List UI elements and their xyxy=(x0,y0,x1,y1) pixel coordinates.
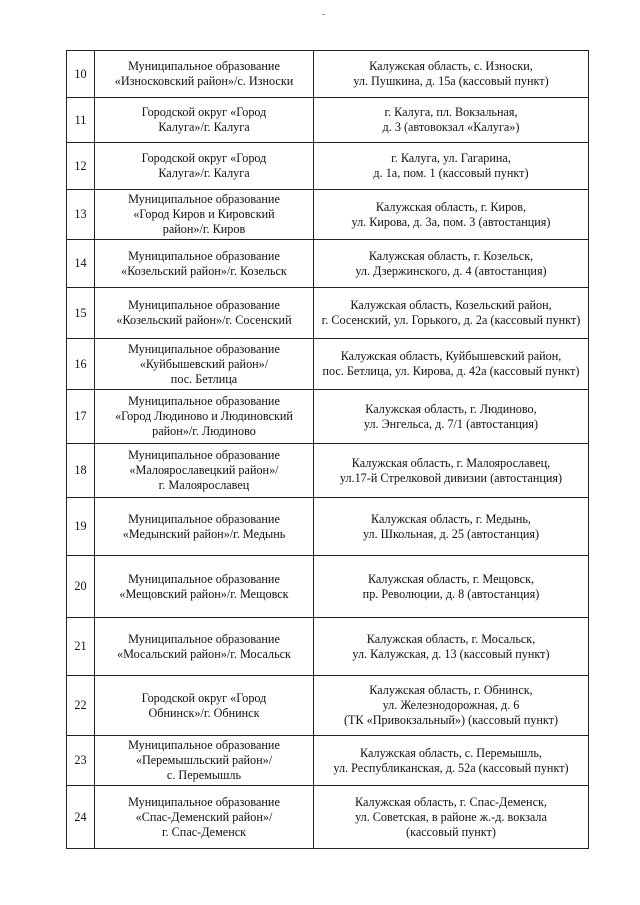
municipality-line: Городской округ «Город xyxy=(141,690,267,705)
municipality-line: Калуга»/г. Калуга xyxy=(158,120,250,134)
municipality-line: Муниципальное образование xyxy=(128,631,280,646)
municipality-line: «Город Киров и Кировский xyxy=(133,207,275,221)
address-line: ул.17-й Стрелковой дивизии (автостанция) xyxy=(339,470,563,485)
address-line: Калужская область, г. Медынь, xyxy=(371,511,531,526)
table-body xyxy=(67,51,589,849)
address-line: Калужская область, Куйбышевский район, xyxy=(340,349,562,363)
table-row xyxy=(67,288,589,339)
address-line: г. Сосенский, ул. Горького, д. 2а (кассовый пункт) xyxy=(321,313,581,327)
municipality-cell xyxy=(95,51,314,98)
row-number: 15 xyxy=(67,288,95,339)
municipality-cell xyxy=(95,676,314,736)
table-row xyxy=(67,444,589,498)
address-line: (ТК «Привокзальный») (кассовый пункт) xyxy=(343,713,559,727)
address-line: ул. Дзержинского, д. 4 (автостанция) xyxy=(355,263,547,278)
address-line: ул. Советская, в районе ж.-д. вокзала xyxy=(355,809,547,824)
table-row xyxy=(67,339,589,390)
address-line: Калужская область, г. Людиново, xyxy=(365,401,537,416)
table-row xyxy=(67,98,589,143)
address-line: ул. Пушкина, д. 15а (кассовый пункт) xyxy=(353,74,549,88)
row-number: 21 xyxy=(67,618,95,676)
municipality-line: район»/г. Киров xyxy=(162,222,246,236)
address-line: ул. Железнодорожная, д. 6 xyxy=(382,698,520,712)
table-row xyxy=(67,786,589,849)
row-number: 10 xyxy=(67,51,95,98)
municipality-line: Муниципальное образование xyxy=(128,448,280,462)
row-number: 11 xyxy=(67,98,95,143)
municipality-cell xyxy=(95,736,314,786)
municipality-line: «Мосальский район»/г. Мосальск xyxy=(117,646,291,661)
address-line: г. Калуга, ул. Гагарина, xyxy=(391,151,511,165)
address-line: ул. Республиканская, д. 52а (кассовый пункт) xyxy=(333,760,569,775)
address-cell xyxy=(314,143,589,190)
address-line: пос. Бетлица, ул. Кирова, д. 42а (кассовый пункт) xyxy=(322,364,580,378)
address-line: ул. Калужская, д. 13 (кассовый пункт) xyxy=(352,646,550,661)
table-row xyxy=(67,736,589,786)
row-number: 19 xyxy=(67,498,95,556)
municipality-cell xyxy=(95,190,314,240)
address-cell xyxy=(314,676,589,736)
address-cell xyxy=(314,444,589,498)
address-line: Калужская область, Козельский район, xyxy=(350,298,552,312)
address-line: Калужская область, г. Спас-Деменск, xyxy=(355,794,547,809)
table-row xyxy=(67,143,589,190)
address-line: д. 3 (автовокзал «Калуга») xyxy=(382,120,520,134)
address-line: Калужская область, г. Киров, xyxy=(375,199,527,214)
address-cell xyxy=(314,390,589,444)
municipality-line: Муниципальное образование xyxy=(128,738,280,752)
municipality-line: с. Перемышль xyxy=(166,768,242,782)
municipality-line: г. Спас-Деменск xyxy=(161,824,247,839)
municipality-line: Калуга»/г. Калуга xyxy=(158,166,250,180)
municipality-line: «Мещовский район»/г. Мещовск xyxy=(119,586,289,601)
municipality-cell xyxy=(95,288,314,339)
municipality-cell xyxy=(95,556,314,618)
municipality-line: «Козельский район»/г. Козельск xyxy=(121,263,287,278)
municipality-cell xyxy=(95,98,314,143)
municipality-cell xyxy=(95,444,314,498)
municipality-cell xyxy=(95,143,314,190)
address-cell xyxy=(314,786,589,849)
municipality-cell xyxy=(95,390,314,444)
address-cell xyxy=(314,288,589,339)
table-row xyxy=(67,676,589,736)
municipality-line: «Город Людиново и Людиновский xyxy=(115,409,293,423)
municipality-line: «Спас-Деменский район»/ xyxy=(135,809,273,824)
row-number: 18 xyxy=(67,444,95,498)
address-cell xyxy=(314,736,589,786)
municipality-line: Обнинск»/г. Обнинск xyxy=(148,705,260,720)
municipality-cell xyxy=(95,786,314,849)
table-row xyxy=(67,498,589,556)
municipality-line: Муниципальное образование xyxy=(128,298,280,312)
address-cell xyxy=(314,51,589,98)
page-top-mark xyxy=(322,14,325,15)
municipality-line: Городской округ «Город xyxy=(141,151,267,165)
row-number: 20 xyxy=(67,556,95,618)
address-line: Калужская область, с. Перемышль, xyxy=(360,745,542,760)
row-number: 13 xyxy=(67,190,95,240)
address-line: Калужская область, г. Обнинск, xyxy=(369,683,533,697)
address-line: Калужская область, с. Износки, xyxy=(369,59,533,73)
table-row xyxy=(67,240,589,288)
municipality-line: «Перемышльский район»/ xyxy=(135,753,273,767)
address-line: ул. Школьная, д. 25 (автостанция) xyxy=(362,526,540,541)
address-line: д. 1а, пом. 1 (кассовый пункт) xyxy=(373,166,529,180)
address-cell xyxy=(314,339,589,390)
address-line: Калужская область, г. Мосальск, xyxy=(366,631,536,646)
municipality-line: Городской округ «Город xyxy=(141,105,267,119)
municipality-cell xyxy=(95,498,314,556)
locations-table xyxy=(66,50,589,849)
municipality-line: г. Малоярославец xyxy=(158,478,250,492)
address-line: Калужская область, г. Малоярославец, xyxy=(351,455,551,470)
address-line: г. Калуга, пл. Вокзальная, xyxy=(384,105,518,119)
municipality-line: Муниципальное образование xyxy=(128,248,280,263)
row-number: 23 xyxy=(67,736,95,786)
address-line: ул. Энгельса, д. 7/1 (автостанция) xyxy=(363,416,539,431)
address-cell xyxy=(314,240,589,288)
row-number: 14 xyxy=(67,240,95,288)
municipality-line: Муниципальное образование xyxy=(128,394,280,408)
municipality-line: Муниципальное образование xyxy=(128,192,280,206)
address-cell xyxy=(314,190,589,240)
row-number: 24 xyxy=(67,786,95,849)
municipality-line: «Куйбышевский район»/ xyxy=(139,356,269,371)
row-number: 12 xyxy=(67,143,95,190)
address-line: пр. Революции, д. 8 (автостанция) xyxy=(362,586,540,601)
municipality-line: «Медынский район»/г. Медынь xyxy=(122,526,286,541)
municipality-line: Муниципальное образование xyxy=(128,571,280,586)
municipality-line: район»/г. Людиново xyxy=(152,424,256,438)
municipality-line: Муниципальное образование xyxy=(128,59,280,73)
table-row xyxy=(67,390,589,444)
municipality-line: «Износковский район»/с. Износки xyxy=(114,74,294,88)
table-row xyxy=(67,556,589,618)
address-line: ул. Кирова, д. 3а, пом. 3 (автостанция) xyxy=(351,214,551,229)
address-line: (кассовый пункт) xyxy=(406,824,496,839)
municipality-line: «Козельский район»/г. Сосенский xyxy=(116,313,292,327)
address-line: Калужская область, г. Мещовск, xyxy=(367,571,535,586)
row-number: 17 xyxy=(67,390,95,444)
address-cell xyxy=(314,556,589,618)
municipality-line: Муниципальное образование xyxy=(128,341,280,356)
municipality-cell xyxy=(95,339,314,390)
table-row xyxy=(67,51,589,98)
address-cell xyxy=(314,618,589,676)
municipality-cell xyxy=(95,240,314,288)
municipality-line: пос. Бетлица xyxy=(170,371,238,386)
address-line: Калужская область, г. Козельск, xyxy=(368,248,534,263)
municipality-line: «Малоярославецкий район»/ xyxy=(129,463,279,477)
address-cell xyxy=(314,498,589,556)
row-number: 22 xyxy=(67,676,95,736)
table-row xyxy=(67,190,589,240)
municipality-line: Муниципальное образование xyxy=(128,794,280,809)
address-cell xyxy=(314,98,589,143)
row-number: 16 xyxy=(67,339,95,390)
municipality-line: Муниципальное образование xyxy=(128,511,280,526)
table-row xyxy=(67,618,589,676)
municipality-cell xyxy=(95,618,314,676)
